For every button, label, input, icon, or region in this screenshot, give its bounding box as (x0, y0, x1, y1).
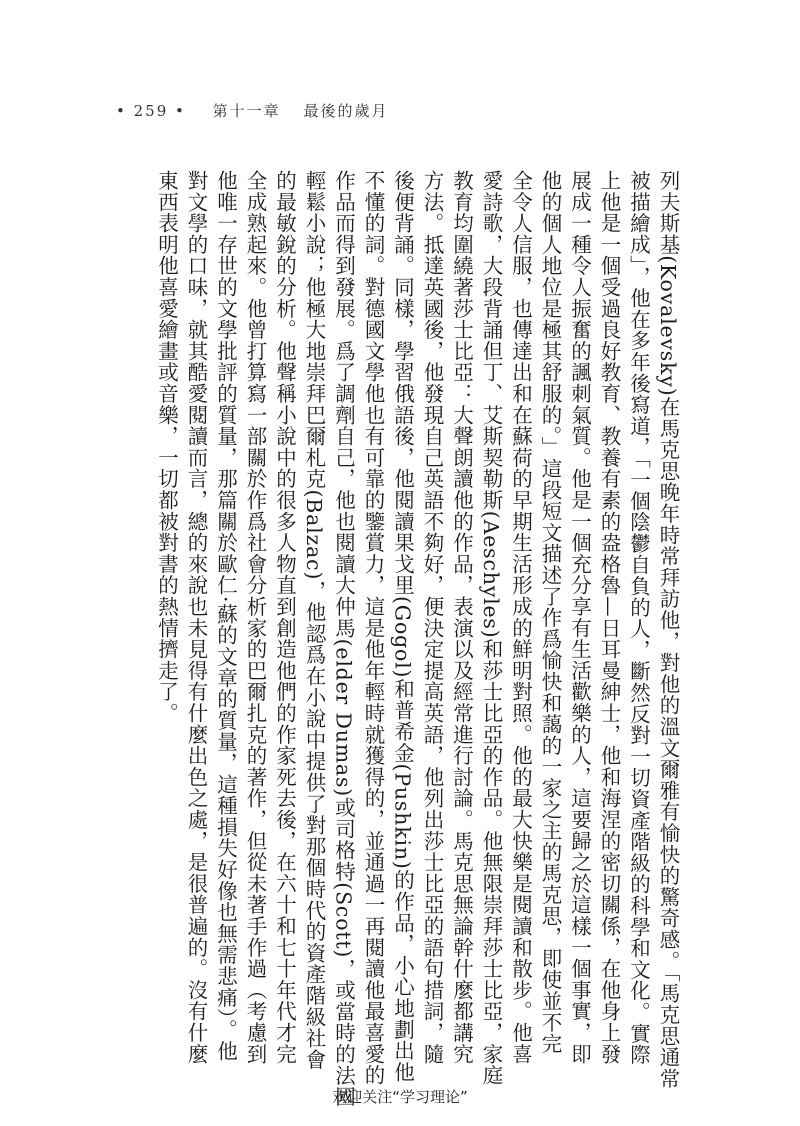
text-column: 輕鬆小說；他極大地崇拜巴爾札克(Balzac)，他認爲在小說中提供了對那個時代的資產階級社會 (302, 170, 326, 1071)
text-column: 方法。抵達英國後，他發現自己英語不夠好，便決定提高英語，他列出莎士比亞的語句措詞，隨 (420, 170, 444, 1065)
chapter-label: 第十一章 (212, 102, 281, 120)
text-column: 作品而得到發展。爲了調劑自己，他也閱讀大仲馬(elder Dumas)或司格特(Scott)，或當時的法國 (331, 170, 356, 1108)
text-column: 他的個人地位是極其舒服的。」這段短文描述了作爲愉快和藹的一家之主的馬克思，即使並不完 (538, 170, 562, 1055)
text-column: 展成一種令人振奮的諷刺氣質。他是一個充分享有生活歡樂的人，這要歸之於這樣一個事實，即 (567, 170, 592, 1065)
page-number: • 259 • (116, 102, 186, 120)
text-column: 上他是一個受過良好教育、教養有素的盎格魯—日耳曼紳士，他和海涅的密切關係，在他身上發 (597, 170, 621, 1065)
text-column: 全令人信服，也傳達出和在蘇荷的早期生活形成的鮮明對照。他的最大快樂是閱讀和散步。他喜 (508, 170, 533, 1065)
footer-watermark-text: 欢迎关注“学习理论” (332, 1088, 468, 1106)
text-column: 東西表明他喜愛繪畫或音樂，一切都被對書的熱情擠走了。 (154, 170, 179, 724)
text-column: 愛詩歌，大段背誦但丁、艾斯契勒斯(Aeschyles)和莎士比亞的作品。他無限崇拜莎士比亞，家庭 (479, 170, 503, 1086)
text-column: 列夫斯基(Kovalevsky)在馬克思晚年時常拜訪他，對他的溫文爾雅有愉快的驚奇感。「馬克思通常 (656, 170, 680, 1090)
text-column: 教育均圍繞著莎士比亞：大聲朗讀他的作品，表演以及經常進行討論。馬克思無論幹什麼都講究 (449, 170, 474, 1065)
text-column: 的最敏銳的分析。他聲稱小說中的很多人物直到創造他們的作家死去後，在六十和七十年代才完 (272, 170, 297, 1065)
chapter-title: 最後的歲月 (303, 102, 389, 120)
text-column: 後便背誦。同樣，學習俄語後，他閱讀果戈里(Gogol)和普希金(Pushkin)的作品，小心地劃出他 (390, 170, 415, 1083)
text-column: 他唯一存世的文學批評的質量，那篇關於歐仁·蘇的文章的質量，這種損失好像也無需悲痛）。他 (213, 170, 238, 1062)
text-column: 被描繪成」，他在多年後寫道，「一個陰鬱自負的人，斷然反對一切資產階級的科學和文化。實際 (626, 170, 651, 1066)
text-column: 對文學的口味，就其酷愛閱讀而言，總的來說也未見得有什麼出色之處，是很普遍的。沒有什麼 (184, 170, 208, 1065)
text-column: 不懂的詞。對德國文學他也有可靠的鑒賞力，這是他年輕時就獲得的，並通過一再閱讀他最喜愛的 (361, 170, 385, 1086)
text-column: 全成熟起來。他曾打算寫一部關於作爲社會分析家的巴爾扎克的著作，但從未著手作過（考慮到 (243, 170, 267, 1065)
running-header (116, 100, 388, 121)
